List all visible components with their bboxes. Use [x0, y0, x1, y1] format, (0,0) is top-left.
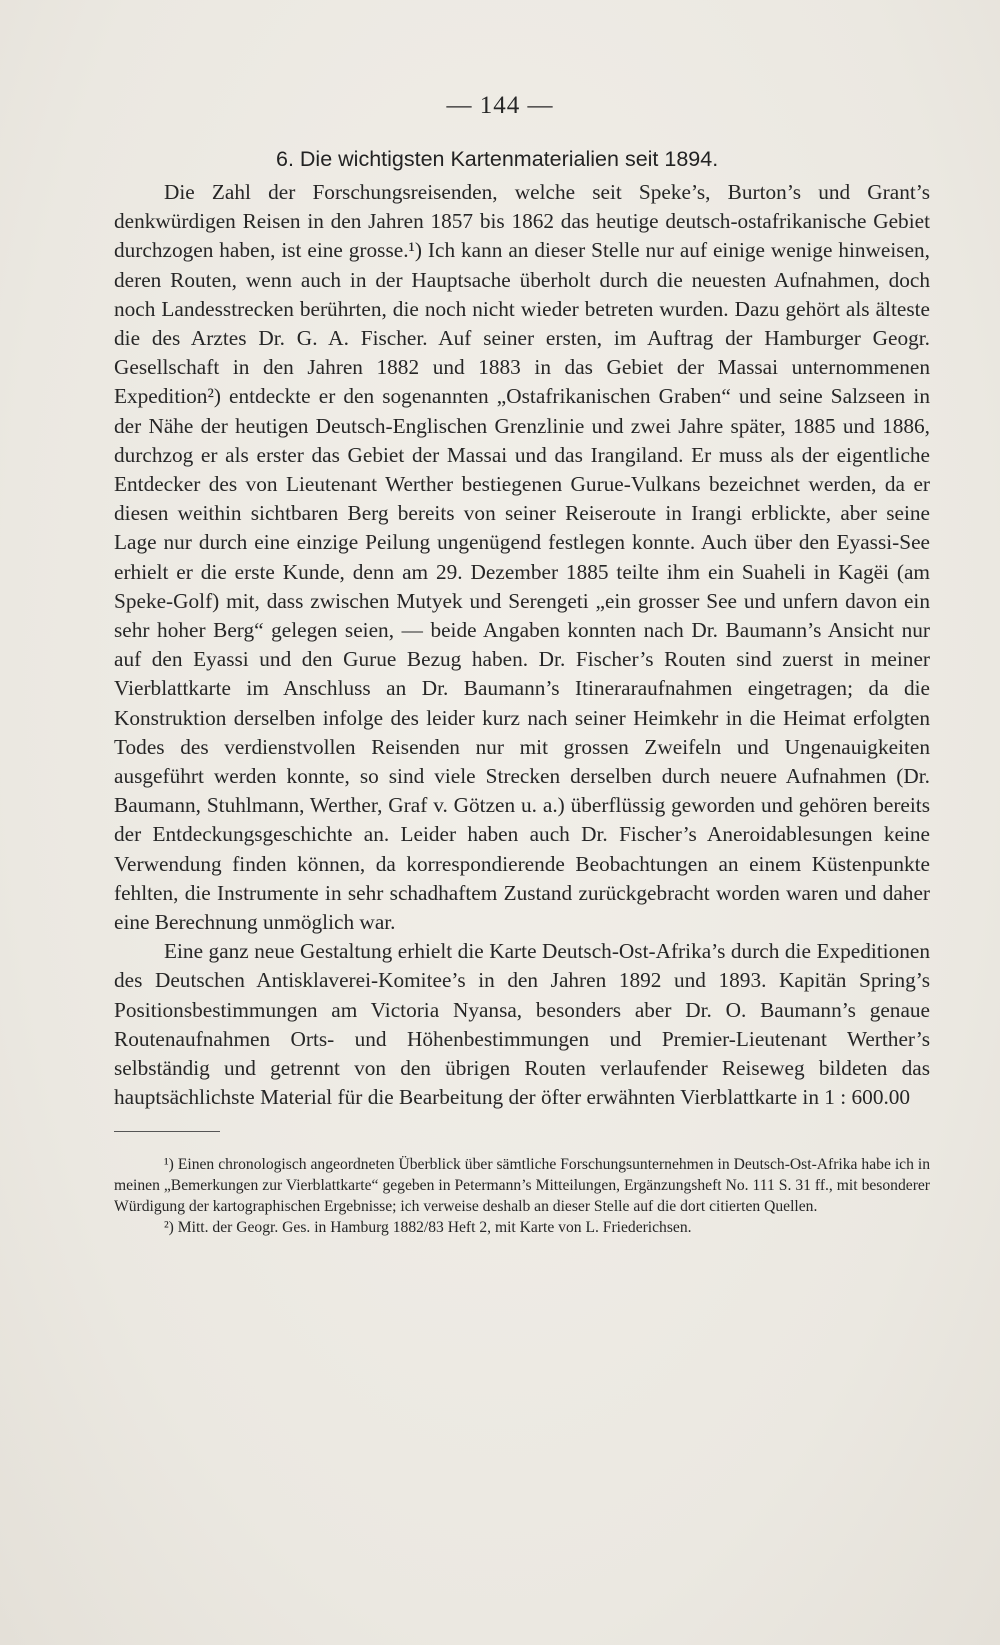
page-number: — 144 —	[446, 92, 554, 119]
footnotes	[114, 1154, 930, 1239]
body-text	[114, 178, 930, 1113]
footnote: ¹) Einen chronologisch angeordneten Überblick über sämtliche Forschungsunternehmen in Deutsch-Ost-Afrika habe ich in meinen „Bemerkungen zur Vierblattkarte“ gegeben in Petermann’s Mitteilungen, Ergänzungsheft No. 111 S. 31 ff., mit besonderer Würdigung der kartographischen Ergebnisse; ich verweise deshalb an dieser Stelle auf die dort citierten Quellen.	[114, 1155, 930, 1216]
paragraph: Eine ganz neue Gestaltung erhielt die Karte Deutsch-Ost-Afrika’s durch die Expeditionen des Deutschen Antisklaverei-Komitee’s in den Jahren 1892 und 1893. Kapitän Spring’s Positionsbestimmungen am Victoria Nyansa, besonders aber Dr. O. Baumann’s genaue Routenaufnahmen Orts- und Höhenbestimmungen und Premier-Lieutenant Werther’s selbständig und getrennt von den übrigen Routen verlaufender Reiseweg bildeten das hauptsächlichste Material für die Bearbeitung der öfter erwähnten Vierblattkarte in 1 : 600.00	[114, 939, 930, 1110]
footnote-divider	[114, 1131, 220, 1132]
section-heading: 6. Die wichtigsten Kartenmaterialien seit 1894.	[276, 147, 719, 171]
footnote: ²) Mitt. der Geogr. Ges. in Hamburg 1882/83 Heft 2, mit Karte von L. Friederichsen.	[164, 1219, 692, 1237]
paragraph: Die Zahl der Forschungsreisenden, welche seit Speke’s, Burton’s und Grant’s denkwürdigen Reisen in den Jahren 1857 bis 1862 das heutige deutsch-ostafrikanische Gebiet durchzogen haben, ist eine grosse.¹) Ich kann an dieser Stelle nur auf einige wenige hinweisen, deren Routen, wenn auch in der Hauptsache überholt durch die neuesten Aufnahmen, doch noch Landesstrecken berührten, die noch nicht wieder betreten wurden. Dazu gehört als älteste die des Arztes Dr. G. A. Fischer. Auf seiner ersten, im Auftrag der Hamburger Geogr. Gesellschaft in den Jahren 1882 und 1883 in das Gebiet der Massai unternommenen Expedition²) entdeckte er den sogenannten „Ostafrikanischen Graben“ und seine Salzseen in der Nähe der heutigen Deutsch-Englischen Grenzlinie und zwei Jahre später, 1885 und 1886, durchzog er als erster das Gebiet der Massai und das Irangiland. Er muss als der eigentliche Entdecker des von Lieutenant Werther bestiegenen Gurue-Vulkans bezeichnet werden, da er diesen weithin sichtbaren Berg bereits von seiner Reiseroute in Irangi erblickte, aber seine Lage nur durch eine einzige Peilung ungenügend festlegen konnte. Auch über den Eyassi-See erhielt er die erste Kunde, denn am 29. Dezember 1885 teilte ihm ein Suaheli in Kagëi (am Speke-Golf) mit, dass zwischen Mutyek und Serengeti „ein grosser See und unfern davon ein sehr hoher Berg“ gelegen seien, — beide Angaben konnten nach Dr. Baumann’s Ansicht nur auf den Eyassi und den Gurue Bezug haben. Dr. Fischer’s Routen sind zuerst in meiner Vierblattkarte im Anschluss an Dr. Baumann’s Itineraraufnahmen eingetragen; da die Konstruktion derselben infolge des leider kurz nach seiner Heimkehr in die Heimat erfolgten Todes des verdienstvollen Reisenden nur mit grossen Zweifeln und Ungenauigkeiten ausgeführt werden konnte, so sind viele Strecken derselben durch neuere Aufnahmen (Dr. Baumann, Stuhlmann, Werther, Graf v. Götzen u. a.) überflüssig geworden und gehören bereits der Entdeckungsgeschichte an. Leider haben auch Dr. Fischer’s Aneroidablesungen keine Verwendung finden können, da korrespondierende Beobachtungen an einem Küstenpunkte fehlten, die Instrumente in sehr schadhaftem Zustand zurückgebracht worden waren und daher eine Berechnung unmöglich war.	[114, 180, 930, 935]
page-content	[114, 136, 930, 1239]
